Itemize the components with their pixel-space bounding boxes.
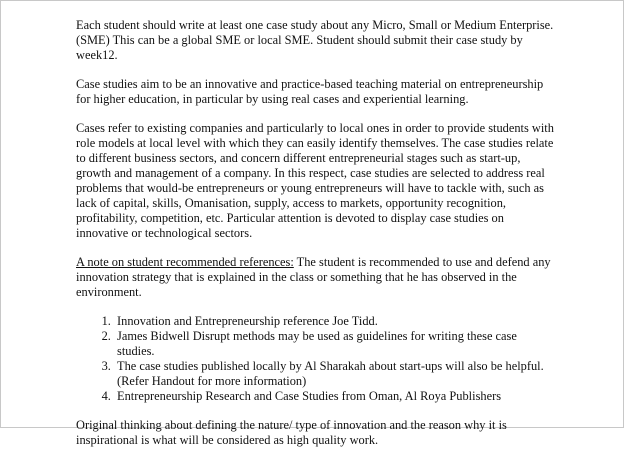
note-heading: A note on student recommended references: [76,255,294,269]
note-paragraph [76,255,556,300]
reference-item: 4. Entrepreneurship Research and Case Studies from Oman, Al Roya Publishers [114,389,556,404]
reference-item: 2. James Bidwell Disrupt methods may be used as guidelines for writing these case studies. [114,329,556,359]
reference-item: 3. The case studies published locally by Al Sharakah about start-ups will also be helpful. (Refer Handout for more information) [114,359,556,389]
cases-paragraph: Cases refer to existing companies and particularly to local ones in order to provide students with role models at local level with which they can easily identify themselves. The case studies relate to different business sectors, and concern different entrepreneurial stages such as start-up, growth and management of a company. In this respect, case studies are selected to address real problems that would-be entrepreneurs or young entrepreneurs will have to tackle with, such as lack of capital, skills, Omanisation, supply, access to markets, opportunity recognition, profitability, competition, etc. Particular attention is devoted to display case studies on innovative or technological sectors. [76,121,554,240]
reference-list [76,314,556,404]
reference-item: 1. Innovation and Entrepreneurship reference Joe Tidd. [114,314,556,329]
aim-paragraph: Case studies aim to be an innovative and practice-based teaching material on entrepreneurship for higher education, in particular by using real cases and experiential learning. [76,77,544,106]
closing-paragraph: Original thinking about defining the nature/ type of innovation and the reason why it is inspirational is what will be considered as high quality work. [76,418,507,447]
intro-paragraph: Each student should write at least one case study about any Micro, Small or Medium Enterprise. (SME) This can be a global SME or local SME. Student should submit their case study by week12. [76,18,554,62]
note-text: The student is recommended to use and defend any innovation strategy that is explained in the class or something that he has observed in the environment. [76,255,551,299]
document-body[interactable] [76,18,556,462]
